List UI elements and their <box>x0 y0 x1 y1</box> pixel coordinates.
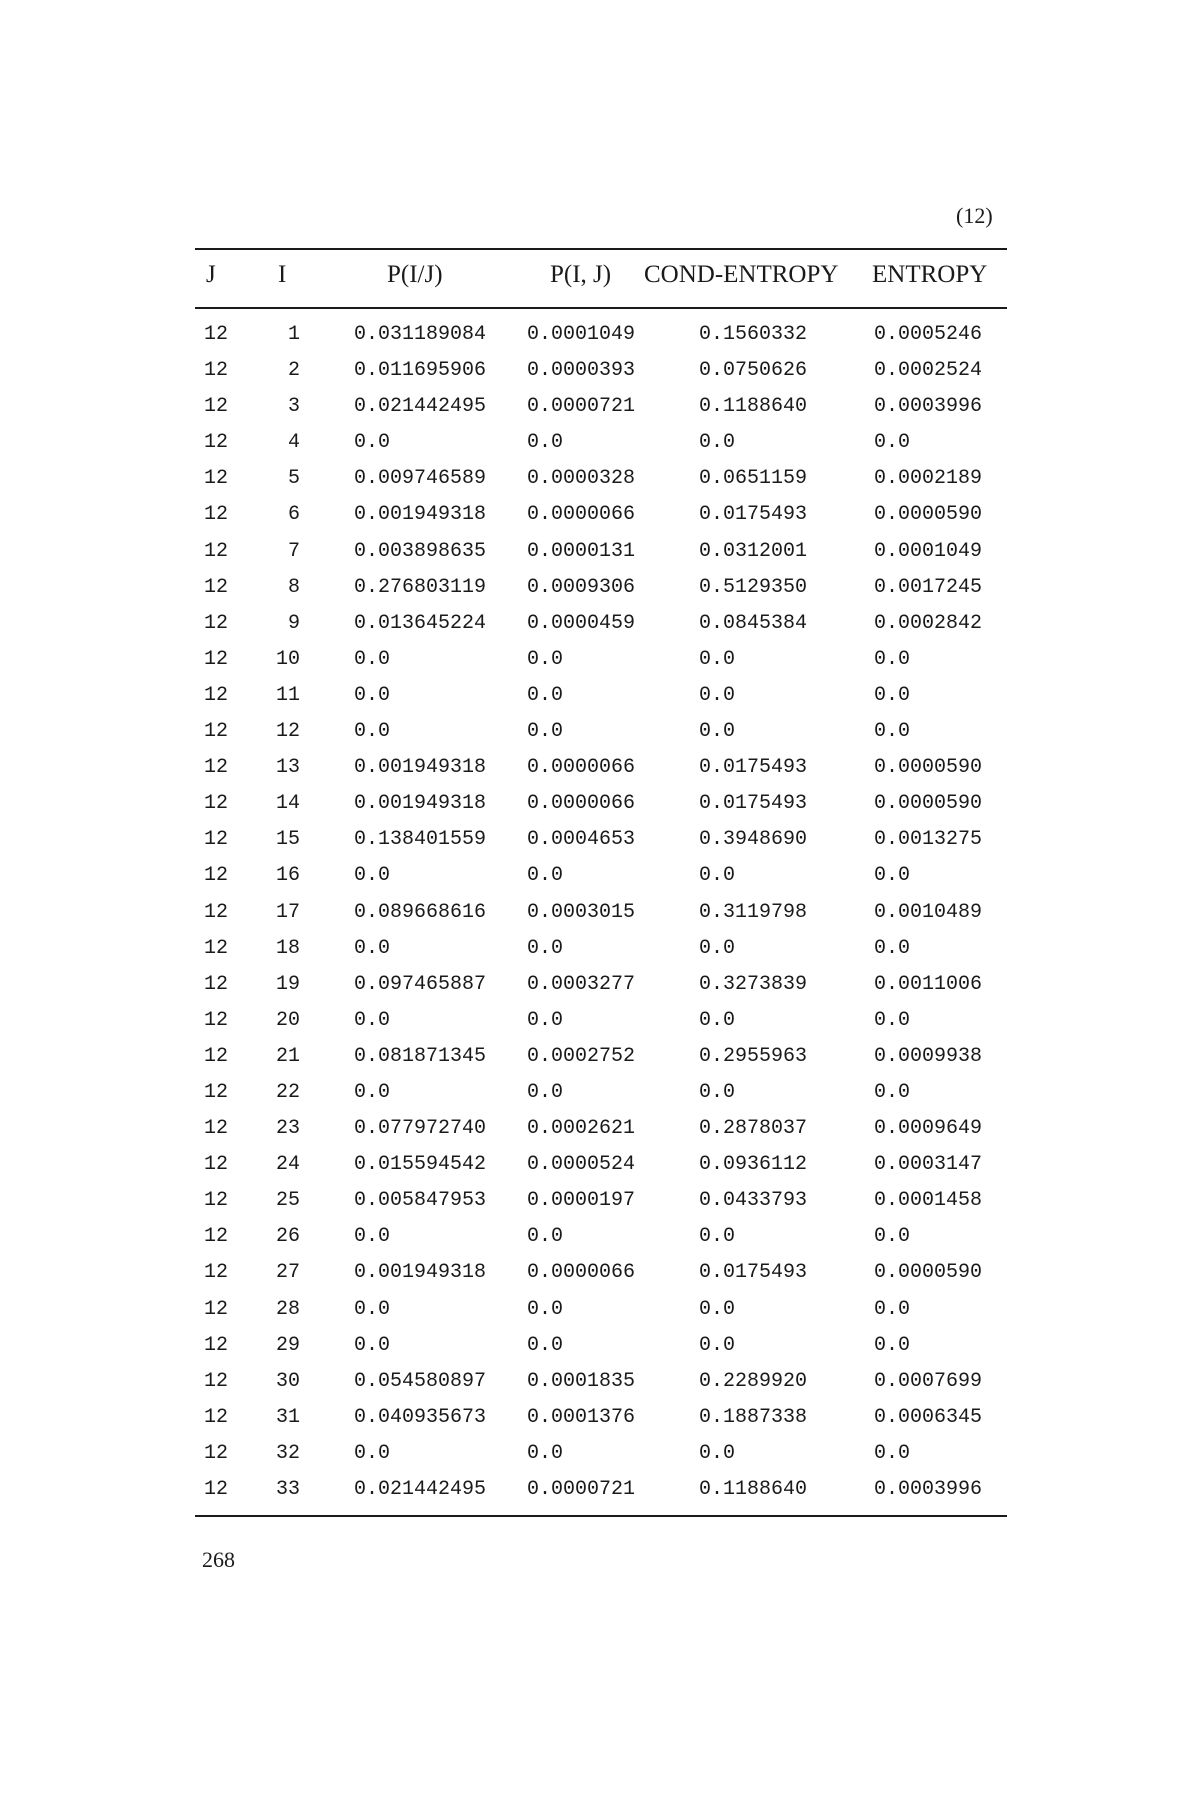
column-header-cond-entropy: COND-ENTROPY <box>644 261 839 288</box>
cell-p-i-given-j: 0.009746589 <box>354 467 487 491</box>
cell-i: 1 <box>287 323 300 346</box>
cell-cond-entropy: 0.0175493 <box>699 792 808 816</box>
cell-p-i-j: 0.0001376 <box>527 1405 636 1429</box>
cell-i: 10 <box>275 647 300 671</box>
cell-entropy: 0.0000590 <box>874 503 983 527</box>
cell-p-i-given-j: 0.0 <box>354 1080 391 1104</box>
cell-i: 2 <box>287 359 300 383</box>
cell-p-i-j: 0.0 <box>527 683 564 707</box>
table-row <box>0 315 1200 351</box>
cell-entropy: 0.0 <box>874 1297 911 1321</box>
cell-p-i-given-j: 0.001949318 <box>354 792 487 816</box>
table-row <box>0 1073 1200 1109</box>
cell-j: 12 <box>204 395 229 419</box>
cell-p-i-given-j: 0.0 <box>354 720 391 744</box>
cell-entropy: 0.0003147 <box>874 1153 983 1177</box>
cell-i: 16 <box>275 864 300 888</box>
cell-j: 12 <box>204 611 229 635</box>
cell-i: 24 <box>275 1153 300 1177</box>
table-body <box>0 315 1200 1506</box>
cell-cond-entropy: 0.0433793 <box>699 1189 808 1213</box>
cell-p-i-j: 0.0003277 <box>527 972 636 996</box>
cell-cond-entropy: 0.3948690 <box>699 828 808 852</box>
cell-cond-entropy: 0.1188640 <box>699 1478 808 1501</box>
cell-p-i-given-j: 0.077972740 <box>354 1117 487 1141</box>
cell-p-i-given-j: 0.0 <box>354 431 391 455</box>
cell-cond-entropy: 0.0 <box>699 647 736 671</box>
cell-j: 12 <box>204 647 229 671</box>
cell-p-i-j: 0.0009306 <box>527 575 636 599</box>
cell-p-i-given-j: 0.005847953 <box>354 1189 487 1213</box>
table-row <box>0 712 1200 748</box>
cell-p-i-given-j: 0.011695906 <box>354 359 487 383</box>
table-row <box>0 965 1200 1001</box>
cell-p-i-given-j: 0.040935673 <box>354 1405 487 1429</box>
cell-p-i-given-j: 0.021442495 <box>354 1478 487 1501</box>
table-row <box>0 1217 1200 1253</box>
column-header-p-i-j: P(I, J) <box>550 261 612 288</box>
cell-p-i-given-j: 0.021442495 <box>354 395 487 419</box>
cell-cond-entropy: 0.3273839 <box>699 972 808 996</box>
cell-j: 12 <box>204 900 229 924</box>
cell-i: 32 <box>275 1441 300 1465</box>
cell-j: 12 <box>204 720 229 744</box>
cell-p-i-j: 0.0 <box>527 1297 564 1321</box>
table-row <box>0 1362 1200 1398</box>
cell-entropy: 0.0010489 <box>874 900 983 924</box>
cell-cond-entropy: 0.5129350 <box>699 575 808 599</box>
cell-p-i-j: 0.0 <box>527 864 564 888</box>
cell-entropy: 0.0017245 <box>874 575 983 599</box>
cell-i: 30 <box>275 1369 300 1393</box>
cell-p-i-j: 0.0000131 <box>527 539 636 563</box>
cell-entropy: 0.0 <box>874 720 911 744</box>
table-row <box>0 1001 1200 1037</box>
cell-cond-entropy: 0.0 <box>699 1441 736 1465</box>
table-row <box>0 1398 1200 1434</box>
table-row <box>0 1290 1200 1326</box>
cell-cond-entropy: 0.0845384 <box>699 611 808 635</box>
table-row <box>0 1253 1200 1289</box>
table-row <box>0 929 1200 965</box>
cell-p-i-given-j: 0.138401559 <box>354 828 487 852</box>
cell-entropy: 0.0002842 <box>874 611 983 635</box>
cell-cond-entropy: 0.0312001 <box>699 539 808 563</box>
cell-entropy: 0.0 <box>874 936 911 960</box>
cell-i: 23 <box>275 1117 300 1141</box>
table-top-rule <box>195 248 1007 250</box>
cell-p-i-given-j: 0.001949318 <box>354 1261 487 1285</box>
cell-cond-entropy: 0.0936112 <box>699 1153 808 1177</box>
cell-p-i-given-j: 0.0 <box>354 1225 391 1249</box>
cell-entropy: 0.0003996 <box>874 1478 983 1501</box>
cell-entropy: 0.0 <box>874 1225 911 1249</box>
cell-entropy: 0.0 <box>874 683 911 707</box>
cell-entropy: 0.0 <box>874 1333 911 1357</box>
cell-cond-entropy: 0.0175493 <box>699 503 808 527</box>
cell-p-i-j: 0.0002752 <box>527 1044 636 1068</box>
cell-i: 8 <box>287 575 300 599</box>
cell-p-i-given-j: 0.0 <box>354 864 391 888</box>
cell-cond-entropy: 0.1887338 <box>699 1405 808 1429</box>
cell-j: 12 <box>204 683 229 707</box>
table-header <box>0 261 1200 297</box>
cell-i: 19 <box>275 972 300 996</box>
table-row <box>0 784 1200 820</box>
column-header-p-i-given-j: P(I/J) <box>387 261 443 288</box>
cell-p-i-j: 0.0 <box>527 1008 564 1032</box>
cell-entropy: 0.0001458 <box>874 1189 983 1213</box>
cell-i: 11 <box>275 683 300 707</box>
column-header-i: I <box>278 261 287 288</box>
cell-cond-entropy: 0.2289920 <box>699 1369 808 1393</box>
cell-j: 12 <box>204 1153 229 1177</box>
cell-i: 14 <box>275 792 300 816</box>
cell-p-i-given-j: 0.097465887 <box>354 972 487 996</box>
cell-entropy: 0.0 <box>874 647 911 671</box>
cell-p-i-j: 0.0000721 <box>527 1478 636 1501</box>
cell-cond-entropy: 0.2878037 <box>699 1117 808 1141</box>
table-row <box>0 351 1200 387</box>
cell-j: 12 <box>204 756 229 780</box>
table-header-rule <box>195 307 1007 309</box>
cell-j: 12 <box>204 1297 229 1321</box>
cell-j: 12 <box>204 828 229 852</box>
cell-j: 12 <box>204 539 229 563</box>
table-row <box>0 387 1200 423</box>
cell-cond-entropy: 0.1188640 <box>699 395 808 419</box>
cell-p-i-given-j: 0.054580897 <box>354 1369 487 1393</box>
cell-j: 12 <box>204 1441 229 1465</box>
cell-p-i-j: 0.0000066 <box>527 792 636 816</box>
cell-cond-entropy: 0.3119798 <box>699 900 808 924</box>
cell-i: 6 <box>287 503 300 527</box>
cell-p-i-given-j: 0.013645224 <box>354 611 487 635</box>
cell-p-i-given-j: 0.015594542 <box>354 1153 487 1177</box>
cell-j: 12 <box>204 1189 229 1213</box>
cell-p-i-j: 0.0 <box>527 1333 564 1357</box>
cell-j: 12 <box>204 467 229 491</box>
cell-p-i-j: 0.0 <box>527 936 564 960</box>
cell-p-i-given-j: 0.0 <box>354 1008 391 1032</box>
cell-entropy: 0.0001049 <box>874 539 983 563</box>
table-row <box>0 1145 1200 1181</box>
cell-j: 12 <box>204 1261 229 1285</box>
cell-entropy: 0.0000590 <box>874 792 983 816</box>
table-row <box>0 1326 1200 1362</box>
cell-j: 12 <box>204 972 229 996</box>
cell-entropy: 0.0000590 <box>874 756 983 780</box>
cell-p-i-j: 0.0000066 <box>527 756 636 780</box>
cell-p-i-given-j: 0.0 <box>354 1333 391 1357</box>
cell-p-i-j: 0.0000328 <box>527 467 636 491</box>
cell-p-i-given-j: 0.003898635 <box>354 539 487 563</box>
cell-i: 7 <box>287 539 300 563</box>
cell-entropy: 0.0002189 <box>874 467 983 491</box>
cell-cond-entropy: 0.0 <box>699 1080 736 1104</box>
cell-j: 12 <box>204 431 229 455</box>
cell-cond-entropy: 0.0 <box>699 431 736 455</box>
cell-p-i-given-j: 0.0 <box>354 1441 391 1465</box>
cell-entropy: 0.0 <box>874 864 911 888</box>
table-row <box>0 1470 1200 1506</box>
cell-i: 4 <box>287 431 300 455</box>
cell-p-i-j: 0.0001835 <box>527 1369 636 1393</box>
cell-i: 3 <box>287 395 300 419</box>
column-header-entropy: ENTROPY <box>872 261 988 288</box>
table-row <box>0 532 1200 568</box>
cell-cond-entropy: 0.0 <box>699 864 736 888</box>
cell-j: 12 <box>204 1225 229 1249</box>
cell-j: 12 <box>204 1080 229 1104</box>
cell-entropy: 0.0000590 <box>874 1261 983 1285</box>
cell-cond-entropy: 0.1560332 <box>699 323 808 346</box>
page-number: 268 <box>202 1547 235 1572</box>
table-row <box>0 1181 1200 1217</box>
cell-p-i-j: 0.0000459 <box>527 611 636 635</box>
cell-p-i-j: 0.0000393 <box>527 359 636 383</box>
cell-p-i-given-j: 0.0 <box>354 683 391 707</box>
cell-cond-entropy: 0.0175493 <box>699 1261 808 1285</box>
table-row <box>0 495 1200 531</box>
cell-i: 5 <box>287 467 300 491</box>
cell-entropy: 0.0005246 <box>874 323 983 346</box>
cell-p-i-j: 0.0 <box>527 1441 564 1465</box>
table-row <box>0 423 1200 459</box>
cell-entropy: 0.0011006 <box>874 972 983 996</box>
cell-j: 12 <box>204 323 229 346</box>
cell-j: 12 <box>204 575 229 599</box>
cell-j: 12 <box>204 1044 229 1068</box>
cell-p-i-j: 0.0000197 <box>527 1189 636 1213</box>
cell-i: 12 <box>275 720 300 744</box>
cell-i: 27 <box>275 1261 300 1285</box>
cell-j: 12 <box>204 1333 229 1357</box>
cell-entropy: 0.0002524 <box>874 359 983 383</box>
cell-p-i-j: 0.0000066 <box>527 503 636 527</box>
cell-i: 31 <box>275 1405 300 1429</box>
cell-p-i-j: 0.0000066 <box>527 1261 636 1285</box>
cell-p-i-j: 0.0001049 <box>527 323 636 346</box>
cell-p-i-j: 0.0000721 <box>527 395 636 419</box>
column-header-j: J <box>206 261 216 288</box>
cell-i: 13 <box>275 756 300 780</box>
cell-p-i-j: 0.0000524 <box>527 1153 636 1177</box>
cell-p-i-j: 0.0 <box>527 1225 564 1249</box>
table-row <box>0 1434 1200 1470</box>
cell-cond-entropy: 0.0 <box>699 936 736 960</box>
cell-entropy: 0.0006345 <box>874 1405 983 1429</box>
cell-entropy: 0.0007699 <box>874 1369 983 1393</box>
table-row <box>0 893 1200 929</box>
table-row <box>0 640 1200 676</box>
cell-i: 28 <box>275 1297 300 1321</box>
table-row <box>0 856 1200 892</box>
cell-entropy: 0.0 <box>874 1008 911 1032</box>
cell-p-i-given-j: 0.089668616 <box>354 900 487 924</box>
cell-i: 9 <box>287 611 300 635</box>
cell-cond-entropy: 0.0175493 <box>699 756 808 780</box>
cell-entropy: 0.0009649 <box>874 1117 983 1141</box>
cell-cond-entropy: 0.0750626 <box>699 359 808 383</box>
cell-p-i-given-j: 0.0 <box>354 936 391 960</box>
table-row <box>0 459 1200 495</box>
cell-i: 29 <box>275 1333 300 1357</box>
cell-entropy: 0.0013275 <box>874 828 983 852</box>
cell-p-i-j: 0.0004653 <box>527 828 636 852</box>
cell-j: 12 <box>204 1478 229 1501</box>
cell-j: 12 <box>204 1008 229 1032</box>
cell-p-i-given-j: 0.001949318 <box>354 756 487 780</box>
table-bottom-rule <box>195 1515 1007 1517</box>
cell-j: 12 <box>204 359 229 383</box>
cell-p-i-given-j: 0.031189084 <box>354 323 487 346</box>
cell-entropy: 0.0003996 <box>874 395 983 419</box>
cell-i: 20 <box>275 1008 300 1032</box>
table-row <box>0 604 1200 640</box>
cell-p-i-given-j: 0.001949318 <box>354 503 487 527</box>
cell-cond-entropy: 0.0 <box>699 1225 736 1249</box>
cell-cond-entropy: 0.2955963 <box>699 1044 808 1068</box>
cell-p-i-given-j: 0.276803119 <box>354 575 487 599</box>
table-row <box>0 1109 1200 1145</box>
cell-cond-entropy: 0.0 <box>699 1297 736 1321</box>
cell-cond-entropy: 0.0 <box>699 683 736 707</box>
cell-i: 33 <box>275 1478 300 1501</box>
cell-j: 12 <box>204 864 229 888</box>
cell-i: 15 <box>275 828 300 852</box>
cell-i: 18 <box>275 936 300 960</box>
cell-i: 26 <box>275 1225 300 1249</box>
table-row <box>0 820 1200 856</box>
cell-p-i-j: 0.0003015 <box>527 900 636 924</box>
cell-j: 12 <box>204 1369 229 1393</box>
cell-p-i-given-j: 0.0 <box>354 1297 391 1321</box>
cell-p-i-j: 0.0 <box>527 1080 564 1104</box>
cell-j: 12 <box>204 936 229 960</box>
table-row <box>0 568 1200 604</box>
cell-j: 12 <box>204 792 229 816</box>
cell-entropy: 0.0009938 <box>874 1044 983 1068</box>
cell-p-i-j: 0.0 <box>527 720 564 744</box>
cell-p-i-given-j: 0.081871345 <box>354 1044 487 1068</box>
table-row <box>0 676 1200 712</box>
cell-i: 21 <box>275 1044 300 1068</box>
cell-j: 12 <box>204 1117 229 1141</box>
cell-p-i-j: 0.0 <box>527 647 564 671</box>
cell-entropy: 0.0 <box>874 1441 911 1465</box>
cell-j: 12 <box>204 1405 229 1429</box>
cell-p-i-given-j: 0.0 <box>354 647 391 671</box>
cell-cond-entropy: 0.0651159 <box>699 467 808 491</box>
cell-cond-entropy: 0.0 <box>699 1333 736 1357</box>
cell-cond-entropy: 0.0 <box>699 1008 736 1032</box>
cell-i: 25 <box>275 1189 300 1213</box>
table-row <box>0 748 1200 784</box>
cell-cond-entropy: 0.0 <box>699 720 736 744</box>
cell-entropy: 0.0 <box>874 431 911 455</box>
cell-j: 12 <box>204 503 229 527</box>
cell-i: 17 <box>275 900 300 924</box>
cell-p-i-j: 0.0002621 <box>527 1117 636 1141</box>
cell-entropy: 0.0 <box>874 1080 911 1104</box>
cell-i: 22 <box>275 1080 300 1104</box>
table-row <box>0 1037 1200 1073</box>
cell-p-i-j: 0.0 <box>527 431 564 455</box>
table-number: (12) <box>956 203 993 228</box>
